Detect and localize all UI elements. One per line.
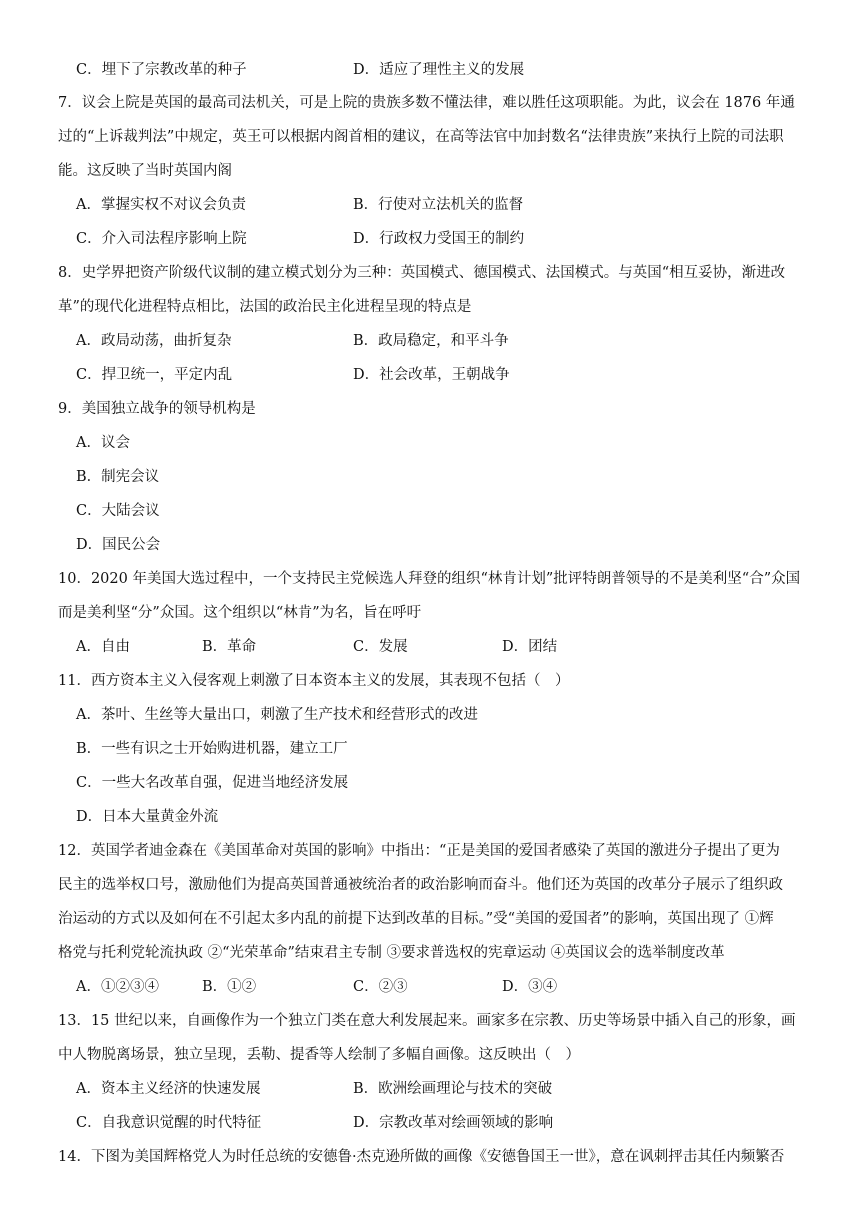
- q6-option-d[interactable]: D．适应了理性主义的发展: [353, 62, 525, 78]
- q14-stem-line-1: 14．下图为美国辉格党人为时任总统的安德鲁·杰克逊所做的画像《安德鲁国王一世》，意在讽刺抨击其任内频繁否: [58, 1149, 785, 1165]
- q11-stem: 11．西方资本主义入侵客观上刺激了日本资本主义的发展，其表现不包括（ ）: [58, 673, 570, 689]
- q11-option-c[interactable]: C．一些大名改革自强，促进当地经济发展: [76, 775, 349, 791]
- q6-option-c[interactable]: C．埋下了宗教改革的种子: [76, 62, 247, 78]
- q8-option-d[interactable]: D．社会改革，王朝战争: [353, 367, 510, 383]
- q12-option-c[interactable]: C．②③: [353, 979, 408, 995]
- q13-option-c[interactable]: C．自我意识觉醒的时代特征: [76, 1115, 262, 1131]
- q10-option-a[interactable]: A．自由: [76, 639, 130, 655]
- q8-stem-line-1: 8．史学界把资产阶级代议制的建立模式划分为三种：英国模式、德国模式、法国模式。与英国“相互妥协，渐进改: [58, 265, 786, 281]
- q8-stem-line-2: 革”的现代化进程特点相比，法国的政治民主化进程呈现的特点是: [58, 299, 472, 315]
- q12-option-b[interactable]: B．①②: [202, 979, 257, 995]
- q10-option-d[interactable]: D．团结: [502, 639, 558, 655]
- q9-option-c-row: [0, 499, 860, 523]
- q13-option-b[interactable]: B．欧洲绘画理论与技术的突破: [353, 1081, 553, 1097]
- q11-option-b[interactable]: B．一些有识之士开始购进机器，建立工厂: [76, 741, 348, 757]
- q7-options-row-2: [0, 227, 860, 251]
- q11-option-d[interactable]: D．日本大量黄金外流: [76, 809, 219, 825]
- q12-stem-line-4: 格党与托利党轮流执政 ②“光荣革命”结束君主专制 ③要求普选权的宪章运动 ④英国议会的选举制度改革: [58, 945, 725, 961]
- q8-options-row-1: [0, 329, 860, 353]
- q9-option-a-row: [0, 431, 860, 455]
- q11-option-b-row: [0, 737, 860, 761]
- q13-options-row-2: [0, 1111, 860, 1135]
- q11-option-d-row: [0, 805, 860, 829]
- q9-option-b-row: [0, 465, 860, 489]
- q13-stem-line-1: 13．15 世纪以来，自画像作为一个独立门类在意大利发展起来。画家多在宗教、历史等场景中插入自己的形象，画: [58, 1013, 796, 1029]
- q12-option-a[interactable]: A．①②③④: [76, 979, 159, 995]
- q11-option-c-row: [0, 771, 860, 795]
- q13-option-d[interactable]: D．宗教改革对绘画领域的影响: [353, 1115, 554, 1131]
- q10-stem-line-1: 10．2020 年美国大选过程中，一个支持民主党候选人拜登的组织“林肯计划”批评特朗普领导的不是美利坚“合”众国: [58, 571, 801, 587]
- q12-stem-line-3: 治运动的方式以及如何在不引起太多内乱的前提下达到改革的目标。”受“美国的爱国者”的影响，英国出现了 ①辉: [58, 911, 774, 927]
- q7-stem-line-1: 7．议会上院是英国的最高司法机关，可是上院的贵族多数不懂法律，难以胜任这项职能。为此，议会在 1876 年通: [58, 95, 795, 111]
- q8-options-row-2: [0, 363, 860, 387]
- q12-stem-line-2: 民主的选举权口号，激励他们为提高英国普通被统治者的政治影响而奋斗。他们还为英国的改革分子展示了组织政: [58, 877, 783, 893]
- q11-option-a[interactable]: A．茶叶、生丝等大量出口，刺激了生产技术和经营形式的改进: [76, 707, 478, 723]
- q7-option-a[interactable]: A．掌握实权不对议会负责: [76, 197, 246, 213]
- q10-options-row: [0, 635, 860, 659]
- q9-option-d[interactable]: D．国民公会: [76, 537, 161, 553]
- q13-stem-line-2: 中人物脱离场景，独立呈现，丢勒、提香等人绘制了多幅自画像。这反映出（ ）: [58, 1047, 580, 1063]
- q13-option-a[interactable]: A．资本主义经济的快速发展: [76, 1081, 261, 1097]
- q9-option-d-row: [0, 533, 860, 557]
- q7-stem-line-3: 能。这反映了当时英国内阁: [58, 163, 232, 179]
- q7-stem-line-2: 过的“上诉裁判法”中规定，英王可以根据内阁首相的建议，在高等法官中加封数名“法律贵族”来执行上院的司法职: [58, 129, 784, 145]
- q10-stem-line-2: 而是美利坚“分”众国。这个组织以“林肯”为名，旨在呼吁: [58, 605, 422, 621]
- q7-option-d[interactable]: D．行政权力受国王的制约: [353, 231, 525, 247]
- q9-stem: 9．美国独立战争的领导机构是: [58, 401, 256, 417]
- q7-option-b[interactable]: B．行使对立法机关的监督: [353, 197, 524, 213]
- q10-option-b[interactable]: B．革命: [202, 639, 257, 655]
- q8-option-b[interactable]: B．政局稳定，和平斗争: [353, 333, 509, 349]
- q9-option-b[interactable]: B．制宪会议: [76, 469, 160, 485]
- q9-option-c[interactable]: C．大陆会议: [76, 503, 160, 519]
- q12-options-row: [0, 975, 860, 999]
- q11-option-a-row: [0, 703, 860, 727]
- q8-option-a[interactable]: A．政局动荡，曲折复杂: [76, 333, 232, 349]
- q9-option-a[interactable]: A．议会: [76, 435, 130, 451]
- q7-option-c[interactable]: C．介入司法程序影响上院: [76, 231, 247, 247]
- q7-options-row-1: [0, 193, 860, 217]
- q12-stem-line-1: 12．英国学者迪金森在《美国革命对英国的影响》中指出：“正是美国的爱国者感染了英国的激进分子提出了更为: [58, 843, 780, 859]
- q13-options-row-1: [0, 1077, 860, 1101]
- q8-option-c[interactable]: C．捍卫统一，平定内乱: [76, 367, 233, 383]
- q12-option-d[interactable]: D．③④: [502, 979, 558, 995]
- q10-option-c[interactable]: C．发展: [353, 639, 408, 655]
- q6-options-row-2: [0, 58, 860, 82]
